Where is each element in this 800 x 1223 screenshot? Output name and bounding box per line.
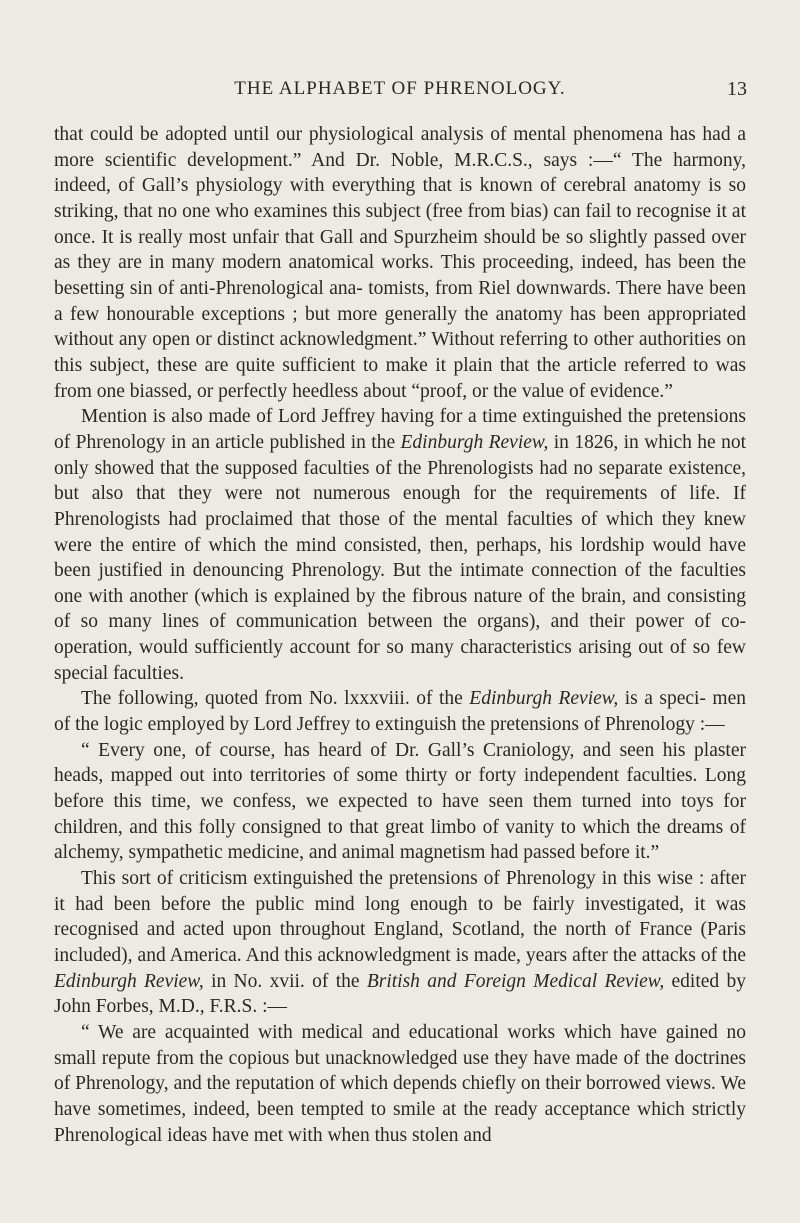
journal-title: Edinburgh Review, [469,688,619,710]
paragraph-5: This sort of criticism extinguished the pretensions of Phrenology in this wise : after it had been before the public mind long enough to be fairly investigated, it was recognised and acted upon throughout England, Scotland, the north of France (Paris included), and America. And this acknowledgment is made, years after the attacks of the Edinburgh Review, in No. xvii. of the British and Foreign Medical Review, edited by John Forbes, M.D., F.R.S. :— [54,868,746,1018]
quotation-2: “ We are acquainted with medical and educational works which have gained no small repute from the copious but unacknowledged use they have made of the doctrines of Phrenology, and the reputation of which depends chiefly on their borrowed views. We have sometimes, indeed, been tempted to smile at the ready acceptance which strictly Phrenological ideas have met with when thus stolen and [54,1021,746,1146]
paragraph-1: that could be adopted until our physiological analysis of mental phenomena has had a more scientific development.” And Dr. Noble, M.R.C.S., says :—“ The harmony, indeed, of Gall’s physiology with everything that is known of cerebral anatomy is so striking, that no one who examines this subject (free from bias) can fail to recognise it at once. It is really most unfair that Gall and Spurzheim should be so slightly passed over as they are in many modern anatomical works. This proceeding, indeed, has been the besetting sin of anti-Phrenological ana- tomists, from Riel downwards. There have been a few honourable exceptions ; but more generally the anatomy has been appropriated without any open or distinct acknowledgment.” Without referring to other authorities on this subject, these are quite sufficient to make it plain that the article referred to was from one biassed, or perfectly heedless about “proof, or the value of evidence.” [54,124,746,402]
journal-title: Edinburgh Review, [400,431,549,453]
running-title: THE ALPHABET OF PHRENOLOGY. [234,78,566,99]
paragraph-2: Mention is also made of Lord Jeffrey having for a time extinguished the pretensions of Phrenology in an article published in the Edinburgh Review, in 1826, in which he not only showed that the supposed faculties of the Phrenologists had no separate existence, but also that they were not numerous enough for the requirements of life. If Phrenologists had proclaimed that those of the mental faculties of which they knew were the entire of which the mind consisted, then, perhaps, his lordship would have been justified in denouncing Phrenology. But the intimate connection of the faculties one with another (which is explained by the fibrous nature of the brain, and consisting of so many lines of communication between the organs), and their power of co-operation, would sufficiently account for so many characteristics arising out of so few special faculties. [54,406,746,684]
journal-title: Edinburgh Review, [54,970,204,992]
quotation-1: “ Every one, of course, has heard of Dr. Gall’s Craniology, and seen his plaster heads, mapped out into territories of some thirty or forty independent faculties. Long before this time, we confess, we expected to have seen them turned into toys for children, and this folly consigned to that great limbo of vanity to which the dreams of alchemy, sympathetic medicine, and animal magnetism had passed before it.” [54,739,746,864]
paragraph-3: The following, quoted from No. lxxxviii. of the Edinburgh Review, is a speci- men of the logic employed by Lord Jeffrey to extinguish the pretensions of Phrenology :— [54,688,746,736]
page-number: 13 [727,78,747,100]
body-text [54,122,746,1148]
running-head [0,78,800,108]
journal-title: British and Foreign Medical Review, [366,970,665,992]
